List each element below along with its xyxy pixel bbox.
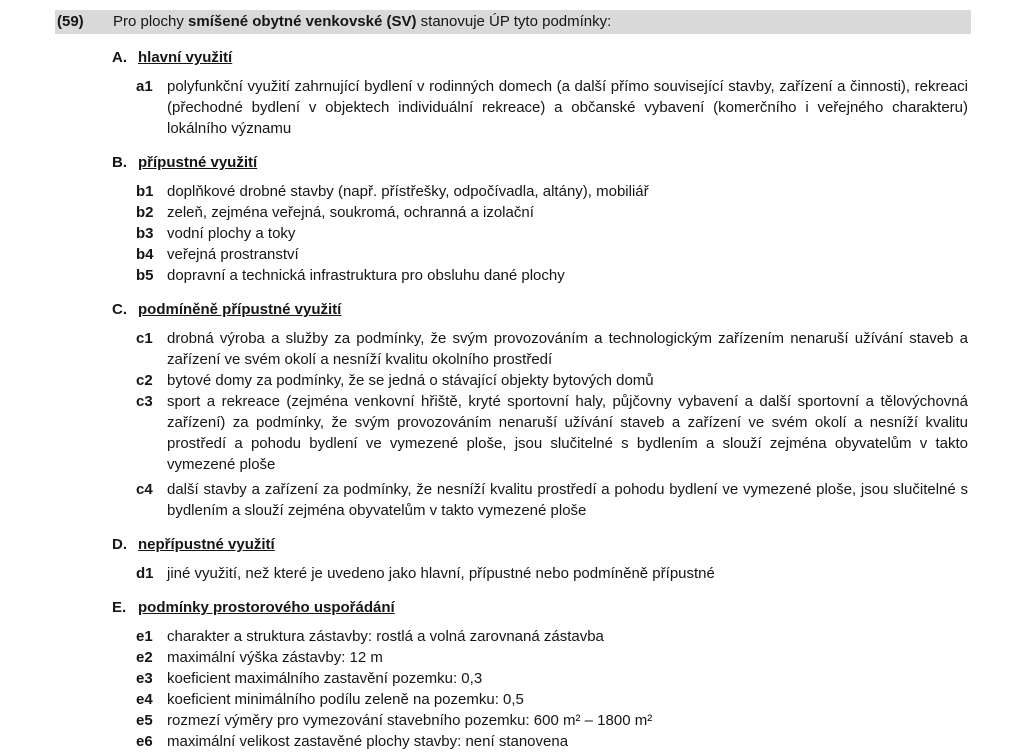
item-label: e3: [136, 670, 153, 687]
section-letter: E.: [112, 599, 127, 616]
item-text: drobná výroba a služby za podmínky, že svým provozováním a technologickým zařízením nenaruší užívání staveb a zařízení ve svém okolí a nesníží kvalitu okolního prostředí: [167, 330, 968, 368]
section-conditionally-permissible-use: [0, 299, 1024, 521]
item-label: e4: [136, 691, 153, 708]
item-text: sport a rekreace (zejména venkovní hřiště, kryté sportovní haly, půjčovny vybavení a další sportovní a tělovýchovná zařízení) za podmínky, že svým provozováním nenaruší užívání staveb a zařízení ve svém okolí a nesníží kvalitu prostředí a pohodu bydlení ve vymezené ploše, jsou slučitelné s bydlením a slouží zejména obyvatelům v takto vymezené ploše: [167, 393, 968, 473]
list-item: [136, 563, 968, 584]
section-letter: D.: [112, 536, 127, 553]
clause-text-suffix: stanovuje ÚP tyto podmínky:: [416, 13, 612, 30]
item-text: maximální výška zástavby: 12 m: [167, 649, 383, 666]
list-item: [136, 328, 968, 370]
item-text: dopravní a technická infrastruktura pro obsluhu dané plochy: [167, 267, 565, 284]
item-label: e1: [136, 628, 153, 645]
item-text: polyfunkční využití zahrnující bydlení v rodinných domech (a další přímo související stavby, zařízení a činnosti), rekreaci (přechodné bydlení v objektech individuální rekreace) a občanské vybavení (komerčního i veřejného charakteru) lokálního významu: [167, 78, 968, 137]
clause-number: (59): [57, 13, 84, 30]
item-text: rozmezí výměry pro vymezování stavebního pozemku: 600 m² – 1800 m²: [167, 712, 653, 729]
clause-header-bar: [55, 10, 971, 34]
item-text: doplňkové drobné stavby (např. přístřešky, odpočívadla, altány), mobiliář: [167, 183, 649, 200]
item-label: b1: [136, 183, 154, 200]
item-text: charakter a struktura zástavby: rostlá a volná zarovnaná zástavba: [167, 628, 604, 645]
section-title: přípustné využití: [138, 154, 258, 171]
list-item: [136, 391, 968, 475]
section-letter: A.: [112, 49, 127, 66]
section-spatial-arrangement-conditions: [0, 597, 1024, 752]
section-title: nepřípustné využití: [138, 536, 275, 553]
list-item: [136, 668, 968, 689]
item-label: d1: [136, 565, 154, 582]
item-text: vodní plochy a toky: [167, 225, 296, 242]
section-heading: [112, 47, 1024, 68]
item-text: koeficient maximálního zastavění pozemku: 0,3: [167, 670, 483, 687]
item-label: b2: [136, 204, 154, 221]
item-text: veřejná prostranství: [167, 246, 299, 263]
section-heading: [112, 597, 1024, 618]
section-heading: [112, 534, 1024, 555]
item-text: zeleň, zejména veřejná, soukromá, ochranná a izolační: [167, 204, 534, 221]
list-item: [136, 202, 968, 223]
clause-text: [113, 11, 611, 32]
item-text: další stavby a zařízení za podmínky, že nesníží kvalitu prostředí a pohodu bydlení ve vymezené ploše, jsou slučitelné s bydlením a slouží zejména obyvatelům v takto vymezené ploše: [167, 481, 968, 519]
item-label: b4: [136, 246, 154, 263]
clause-text-prefix: Pro plochy: [113, 13, 189, 30]
item-text: koeficient minimálního podílu zeleně na pozemku: 0,5: [167, 691, 524, 708]
clause-text-emphasis: smíšené obytné venkovské (SV): [188, 13, 417, 30]
item-text: bytové domy za podmínky, že se jedná o stávající objekty bytových domů: [167, 372, 654, 389]
section-impermissible-use: [0, 534, 1024, 584]
section-permissible-use: [0, 152, 1024, 286]
list-item: [136, 244, 968, 265]
item-label: b5: [136, 267, 154, 284]
item-label: e5: [136, 712, 153, 729]
list-item: [136, 731, 968, 752]
section-title: podmíněně přípustné využití: [138, 301, 342, 318]
section-heading: [112, 299, 1024, 320]
list-item: [136, 710, 968, 731]
section-title: podmínky prostorového uspořádání: [138, 599, 395, 616]
section-main-use: [0, 47, 1024, 139]
list-item: [136, 647, 968, 668]
section-letter: C.: [112, 301, 127, 318]
item-label: e2: [136, 649, 153, 666]
list-item: [136, 479, 968, 521]
item-text: maximální velikost zastavěné plochy stavby: není stanovena: [167, 733, 569, 750]
item-label: e6: [136, 733, 153, 750]
item-label: c2: [136, 372, 153, 389]
item-label: c1: [136, 330, 153, 347]
item-text: jiné využití, než které je uvedeno jako hlavní, přípustné nebo podmíněně přípustné: [167, 565, 715, 582]
list-item: [136, 223, 968, 244]
section-title: hlavní využití: [138, 49, 233, 66]
list-item: [136, 689, 968, 710]
list-item: [136, 76, 968, 139]
item-label: b3: [136, 225, 154, 242]
item-label: c4: [136, 481, 153, 498]
list-item: [136, 626, 968, 647]
list-item: [136, 370, 968, 391]
item-label: a1: [136, 78, 153, 95]
list-item: [136, 181, 968, 202]
item-label: c3: [136, 393, 153, 410]
list-item: [136, 265, 968, 286]
section-letter: B.: [112, 154, 127, 171]
section-heading: [112, 152, 1024, 173]
